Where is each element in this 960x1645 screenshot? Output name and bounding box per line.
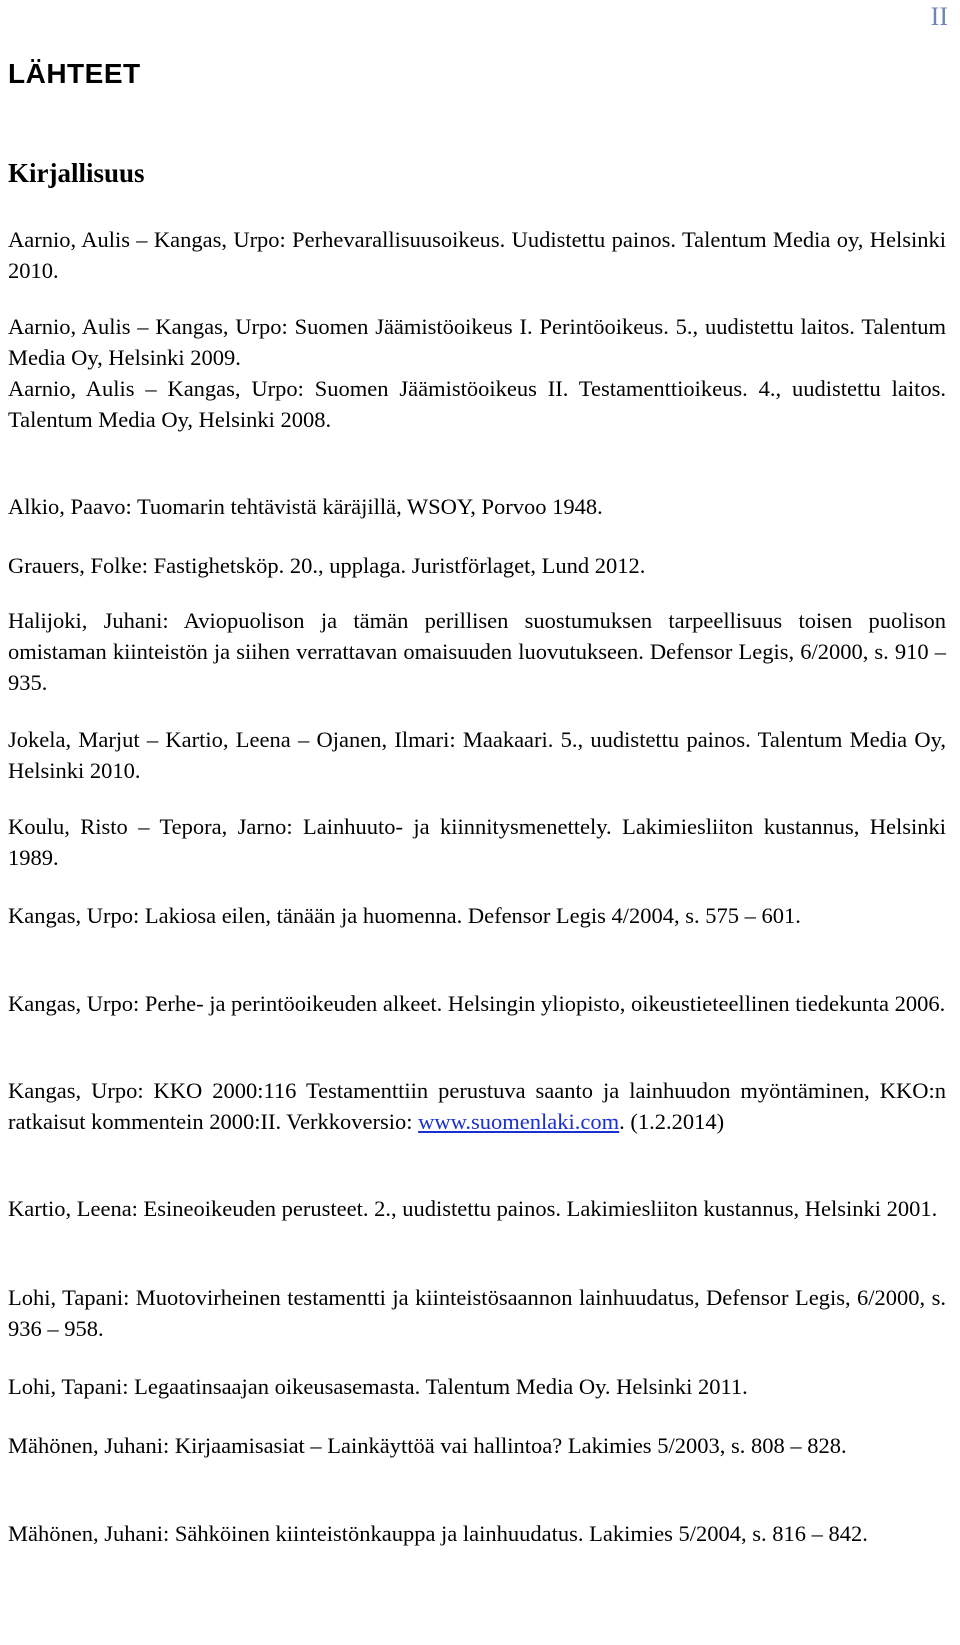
reference-text: . (1.2.2014) <box>619 1109 725 1134</box>
reference-entry: Alkio, Paavo: Tuomarin tehtävistä käräjillä, WSOY, Porvoo 1948. <box>8 494 603 519</box>
website-link[interactable]: www.suomenlaki.com <box>418 1109 620 1134</box>
reference-entry: Mähönen, Juhani: Sähköinen kiinteistönkauppa ja lainhuudatus. Lakimies 5/2004, s. 816 – 842. <box>8 1521 868 1546</box>
reference-entry: Koulu, Risto – Tepora, Jarno: Lainhuuto- ja kiinnitysmenettely. Lakimiesliiton kustannus, Helsinki 1989. <box>8 814 946 870</box>
reference-entry: Kangas, Urpo: Lakiosa eilen, tänään ja huomenna. Defensor Legis 4/2004, s. 575 – 601. <box>8 903 801 928</box>
reference-entry: Kartio, Leena: Esineoikeuden perusteet. 2., uudistettu painos. Lakimiesliiton kustannus, Helsinki 2001. <box>8 1196 938 1221</box>
reference-entry: Aarnio, Aulis – Kangas, Urpo: Suomen Jäämistöoikeus II. Testamenttioikeus. 4., uudistettu laitos. Talentum Media Oy, Helsinki 2008. <box>8 376 946 432</box>
reference-entry: Jokela, Marjut – Kartio, Leena – Ojanen, Ilmari: Maakaari. 5., uudistettu painos. Talentum Media Oy, Helsinki 2010. <box>8 727 946 783</box>
reference-text: Kangas, Urpo: KKO 2000:116 Testamenttiin perustuva saanto ja lainhuudon myöntäminen, KKO:n ratkaisut kommentein 2000:II. Verkkoversio: <box>8 1078 946 1134</box>
reference-entry: Aarnio, Aulis – Kangas, Urpo: Suomen Jäämistöoikeus I. Perintöoikeus. 5., uudistettu laitos. Talentum Media Oy, Helsinki 2009. <box>8 314 946 370</box>
reference-entry: Lohi, Tapani: Muotovirheinen testamentti ja kiinteistösaannon lainhuudatus, Defensor Legis, 6/2000, s. 936 – 958. <box>8 1285 946 1341</box>
page-number: II <box>930 2 948 31</box>
reference-entry: Mähönen, Juhani: Kirjaamisasiat – Lainkäyttöä vai hallintoa? Lakimies 5/2003, s. 808 – 828. <box>8 1433 847 1458</box>
page-title: LÄHTEET <box>8 58 141 89</box>
reference-entry: Aarnio, Aulis – Kangas, Urpo: Perhevarallisuusoikeus. Uudistettu painos. Talentum Media oy, Helsinki 2010. <box>8 227 946 283</box>
reference-entry: Kangas, Urpo: Perhe- ja perintöoikeuden alkeet. Helsingin yliopisto, oikeustieteellinen tiedekunta 2006. <box>8 991 946 1016</box>
reference-entry <box>8 1075 946 1137</box>
reference-entry: Halijoki, Juhani: Aviopuolison ja tämän perillisen suostumuksen tarpeellisuus toisen puolison omistaman kiinteistön ja siihen verrattavan omaisuuden luovutukseen. Defensor Legis, 6/2000, s. 910 – 935. <box>8 608 946 695</box>
section-heading: Kirjallisuus <box>8 158 145 188</box>
reference-entry: Grauers, Folke: Fastighetsköp. 20., upplaga. Juristförlaget, Lund 2012. <box>8 553 646 578</box>
reference-entry: Lohi, Tapani: Legaatinsaajan oikeusasemasta. Talentum Media Oy. Helsinki 2011. <box>8 1374 748 1399</box>
